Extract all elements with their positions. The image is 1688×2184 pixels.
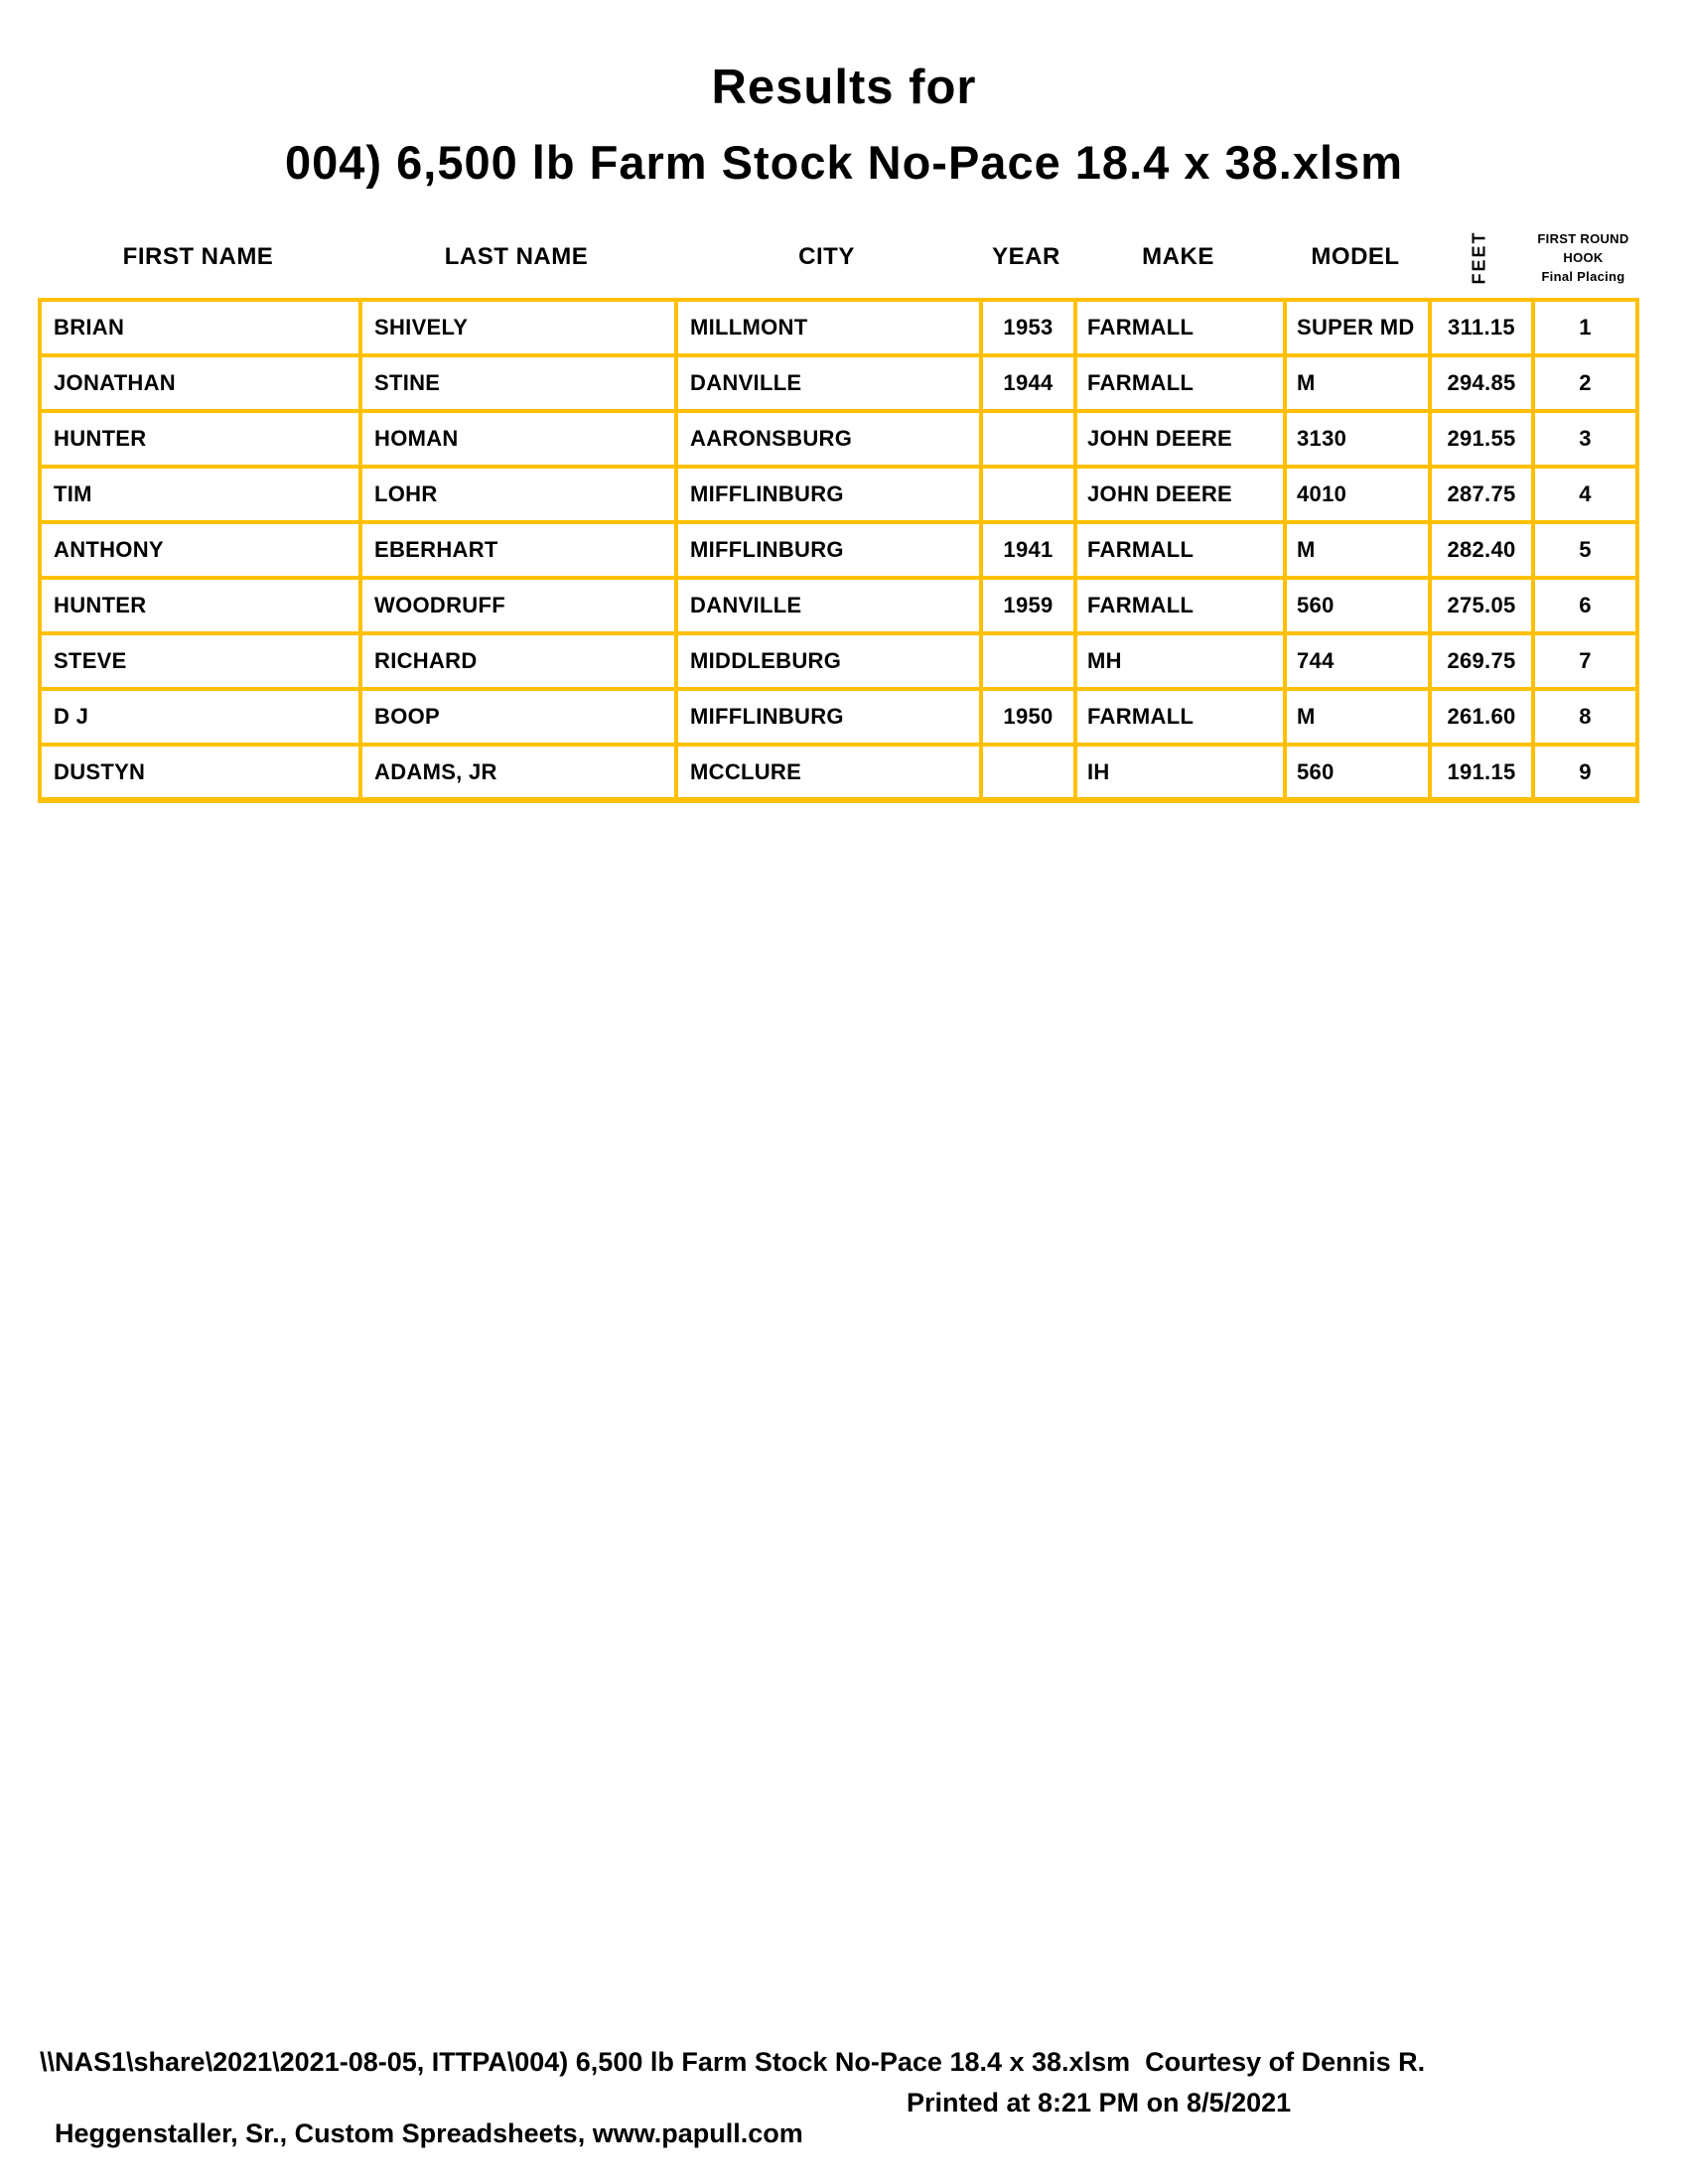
page-title: Results for	[711, 61, 977, 114]
results-table	[38, 298, 1639, 803]
cell-city: MILLMONT	[676, 300, 981, 355]
cell-first-name: TIM	[40, 467, 360, 522]
cell-make: JOHN DEERE	[1075, 411, 1285, 467]
table-row	[40, 522, 1637, 578]
table-row	[40, 633, 1637, 689]
cell-first-name: ANTHONY	[40, 522, 360, 578]
cell-placing: 4	[1533, 467, 1637, 522]
header-last-name: LAST NAME	[444, 243, 589, 270]
cell-first-name: DUSTYN	[40, 745, 360, 800]
cell-model: 4010	[1285, 467, 1430, 522]
cell-model: 560	[1285, 578, 1430, 633]
cell-year	[981, 745, 1075, 800]
cell-placing: 9	[1533, 745, 1637, 800]
cell-last-name: LOHR	[360, 467, 676, 522]
cell-first-name: D J	[40, 689, 360, 745]
table-row	[40, 355, 1637, 411]
cell-model: M	[1285, 522, 1430, 578]
footer-printed-timestamp: Printed at 8:21 PM on 8/5/2021	[907, 2088, 1292, 2117]
cell-last-name: RICHARD	[360, 633, 676, 689]
cell-make: JOHN DEERE	[1075, 467, 1285, 522]
cell-city: MIDDLEBURG	[676, 633, 981, 689]
cell-make: FARMALL	[1075, 578, 1285, 633]
cell-year: 1959	[981, 578, 1075, 633]
cell-feet: 191.15	[1430, 745, 1533, 800]
cell-year: 1941	[981, 522, 1075, 578]
table-column-headers	[38, 218, 1635, 296]
header-year: YEAR	[992, 243, 1060, 270]
cell-year	[981, 467, 1075, 522]
cell-year	[981, 411, 1075, 467]
table-row	[40, 745, 1637, 800]
cell-city: MIFFLINBURG	[676, 467, 981, 522]
cell-feet: 282.40	[1430, 522, 1533, 578]
cell-make: FARMALL	[1075, 355, 1285, 411]
cell-placing: 8	[1533, 689, 1637, 745]
cell-model: M	[1285, 355, 1430, 411]
table-row	[40, 411, 1637, 467]
cell-feet: 311.15	[1430, 300, 1533, 355]
cell-placing: 3	[1533, 411, 1637, 467]
cell-model: 744	[1285, 633, 1430, 689]
cell-make: FARMALL	[1075, 689, 1285, 745]
table-row	[40, 467, 1637, 522]
cell-model: SUPER MD	[1285, 300, 1430, 355]
cell-model: M	[1285, 689, 1430, 745]
cell-model: 560	[1285, 745, 1430, 800]
header-city: CITY	[798, 243, 855, 270]
cell-year: 1944	[981, 355, 1075, 411]
table-row	[40, 300, 1637, 355]
cell-year: 1950	[981, 689, 1075, 745]
cell-city: DANVILLE	[676, 355, 981, 411]
footer-filepath: \\NAS1\share\2021\2021-08-05, ITTPA\004) 6,500 lb Farm Stock No-Pace 18.4 x 38.xlsm Courtesy of Dennis R.	[40, 2047, 1426, 2077]
cell-city: MIFFLINBURG	[676, 522, 981, 578]
cell-city: MIFFLINBURG	[676, 689, 981, 745]
cell-last-name: SHIVELY	[360, 300, 676, 355]
cell-last-name: WOODRUFF	[360, 578, 676, 633]
table-row	[40, 689, 1637, 745]
results-table-body	[40, 300, 1637, 800]
cell-feet: 294.85	[1430, 355, 1533, 411]
cell-year	[981, 633, 1075, 689]
cell-first-name: STEVE	[40, 633, 360, 689]
header-first-name: FIRST NAME	[122, 243, 274, 270]
cell-first-name: BRIAN	[40, 300, 360, 355]
cell-feet: 261.60	[1430, 689, 1533, 745]
cell-last-name: STINE	[360, 355, 676, 411]
footer-credit: Heggenstaller, Sr., Custom Spreadsheets, www.papull.com	[55, 2118, 803, 2148]
cell-last-name: BOOP	[360, 689, 676, 745]
cell-feet: 291.55	[1430, 411, 1533, 467]
cell-make: FARMALL	[1075, 300, 1285, 355]
header-hook-line2: HOOK	[1563, 249, 1604, 265]
cell-make: IH	[1075, 745, 1285, 800]
cell-last-name: EBERHART	[360, 522, 676, 578]
cell-feet: 269.75	[1430, 633, 1533, 689]
header-hook-line3: Final Placing	[1541, 268, 1625, 284]
cell-placing: 5	[1533, 522, 1637, 578]
page-subtitle-filename: 004) 6,500 lb Farm Stock No-Pace 18.4 x 38.xlsm	[285, 136, 1403, 189]
cell-last-name: ADAMS, JR	[360, 745, 676, 800]
cell-city: DANVILLE	[676, 578, 981, 633]
header-feet-rotated: FEET	[1469, 229, 1489, 285]
header-final-placing	[1537, 229, 1628, 286]
cell-city: MCCLURE	[676, 745, 981, 800]
cell-first-name: HUNTER	[40, 578, 360, 633]
header-make: MAKE	[1142, 243, 1214, 270]
table-row	[40, 578, 1637, 633]
cell-last-name: HOMAN	[360, 411, 676, 467]
cell-placing: 7	[1533, 633, 1637, 689]
cell-feet: 287.75	[1430, 467, 1533, 522]
cell-city: AARONSBURG	[676, 411, 981, 467]
header-model: MODEL	[1311, 243, 1400, 270]
cell-placing: 2	[1533, 355, 1637, 411]
cell-make: MH	[1075, 633, 1285, 689]
cell-make: FARMALL	[1075, 522, 1285, 578]
cell-feet: 275.05	[1430, 578, 1533, 633]
cell-first-name: HUNTER	[40, 411, 360, 467]
footer-line2	[40, 2088, 1648, 2180]
cell-year: 1953	[981, 300, 1075, 355]
cell-placing: 1	[1533, 300, 1637, 355]
cell-model: 3130	[1285, 411, 1430, 467]
header-hook-line1: FIRST ROUND	[1537, 230, 1629, 246]
cell-placing: 6	[1533, 578, 1637, 633]
cell-first-name: JONATHAN	[40, 355, 360, 411]
